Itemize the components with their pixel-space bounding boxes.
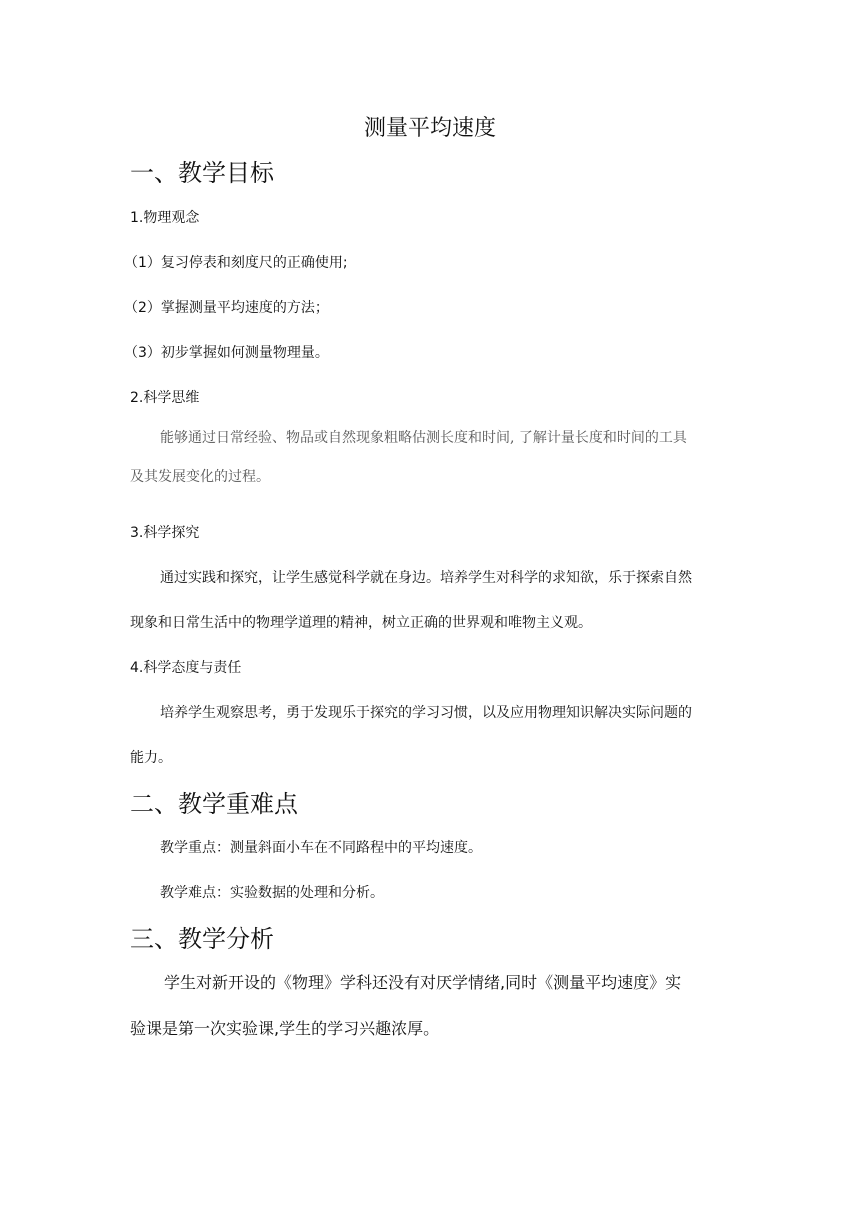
section-heading-objectives: 一、教学目标 [130,159,274,187]
list-item: （2）掌握测量平均速度的方法； [124,300,329,316]
subsection-label-physics-concept: 1.物理观念 [130,210,200,226]
document-title: 测量平均速度 [363,116,496,141]
paragraph-line: 及其发展变化的过程。 [130,469,270,485]
paragraph-line: 现象和日常生活中的物理学道理的精神，树立正确的世界观和唯物主义观。 [130,615,592,631]
subsection-label-scientific-thinking: 2.科学思维 [130,390,200,406]
list-item: （1）复习停表和刻度尺的正确使用; [124,255,348,271]
subsection-label-attitude-responsibility: 4.科学态度与责任 [130,660,242,676]
paragraph-line: 能够通过日常经验、物品或自然现象粗略估测长度和时间, 了解计量长度和时间的工具 [160,430,687,446]
paragraph-line: 能力。 [130,750,172,766]
paragraph-line: 培养学生观察思考，勇于发现乐于探究的学习习惯，以及应用物理知识解决实际问题的 [160,705,692,721]
key-point-text: 教学重点：测量斜面小车在不同路程中的平均速度。 [160,840,482,856]
section-heading-key-difficult-points: 二、教学重难点 [130,790,298,818]
paragraph-line: 验课是第一次实验课,学生的学习兴趣浓厚。 [130,1019,440,1038]
paragraph-line: 通过实践和探究，让学生感觉科学就在身边。培养学生对科学的求知欲，乐于探索自然 [160,570,692,586]
section-heading-analysis: 三、教学分析 [130,925,274,953]
difficult-point-text: 教学难点：实验数据的处理和分析。 [160,885,384,901]
paragraph-line: 学生对新开设的《物理》学科还没有对厌学情绪,同时《测量平均速度》实 [164,973,682,992]
subsection-label-scientific-inquiry: 3.科学探究 [130,525,200,541]
list-item: （3）初步掌握如何测量物理量。 [124,345,329,361]
